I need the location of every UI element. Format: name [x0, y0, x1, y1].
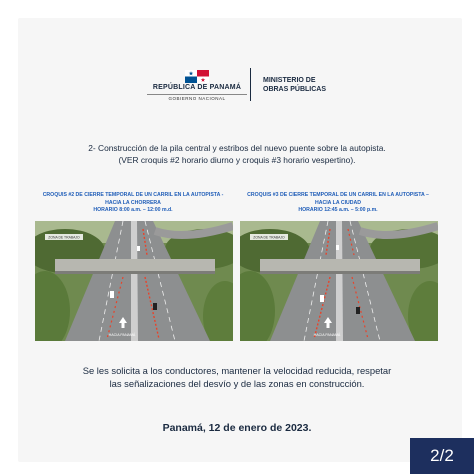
croquis-3-aerial-photo	[240, 221, 438, 341]
croquis-3-sign-bottom: HACIA PANAMÁ	[313, 333, 341, 337]
croquis-2-aerial-photo	[35, 221, 233, 341]
croquis-2-caption	[33, 192, 233, 215]
header-divider	[250, 68, 251, 101]
croquis-2-sign-bottom: HACIA PANAMÁ	[108, 333, 136, 337]
intro-line-2: (VER croquis #2 horario diurno y croquis #3 horario vespertino).	[118, 155, 356, 165]
croquis-2-sign-top: ZONA DE TRABAJO	[48, 235, 80, 240]
croquis-3-direction: HACIA LA CIUDAD	[314, 199, 361, 206]
intro-line-1: 2- Construcción de la pila central y estribos del nuevo puente sobre la autopista.	[88, 143, 386, 153]
croquis-3-caption	[238, 192, 438, 215]
document-date: Panamá, 12 de enero de 2023.	[162, 422, 312, 434]
republic-name: REPÚBLICA DE PANAMÁ	[152, 84, 242, 91]
ministry-line-1: MINISTERIO DE	[263, 77, 316, 84]
ministry-name	[263, 76, 343, 94]
notice-line-2: las señalizaciones del desvío y de las zonas en construcción.	[109, 378, 365, 389]
ministry-line-2: OBRAS PÚBLICAS	[263, 86, 327, 93]
notice-paragraph	[40, 364, 434, 390]
intro-paragraph	[40, 142, 434, 166]
croquis-3-schedule: HORARIO 12:45 a.m. – 5:00 p.m.	[298, 207, 378, 214]
croquis-3-title: CROQUIS #3 DE CIERRE TEMPORAL DE UN CARRIL EN LA AUTOPISTA –	[247, 192, 429, 198]
croquis-3-sign-top: ZONA DE TRABAJO	[253, 235, 285, 240]
republic-subtitle: GOBIERNO NACIONAL	[147, 94, 247, 101]
page-indicator: 2/2	[410, 438, 474, 474]
panama-flag-icon	[185, 70, 209, 83]
croquis-2-direction: HACIA LA CHORRERA	[105, 199, 161, 206]
croquis-2-schedule: HORARIO 8:00 a.m. – 12:00 m.d.	[93, 207, 173, 214]
notice-line-1: Se les solicita a los conductores, mantener la velocidad reducida, respetar	[82, 365, 392, 376]
croquis-2-title: CROQUIS #2 DE CIERRE TEMPORAL DE UN CARRIL EN LA AUTOPISTA -	[42, 192, 224, 198]
